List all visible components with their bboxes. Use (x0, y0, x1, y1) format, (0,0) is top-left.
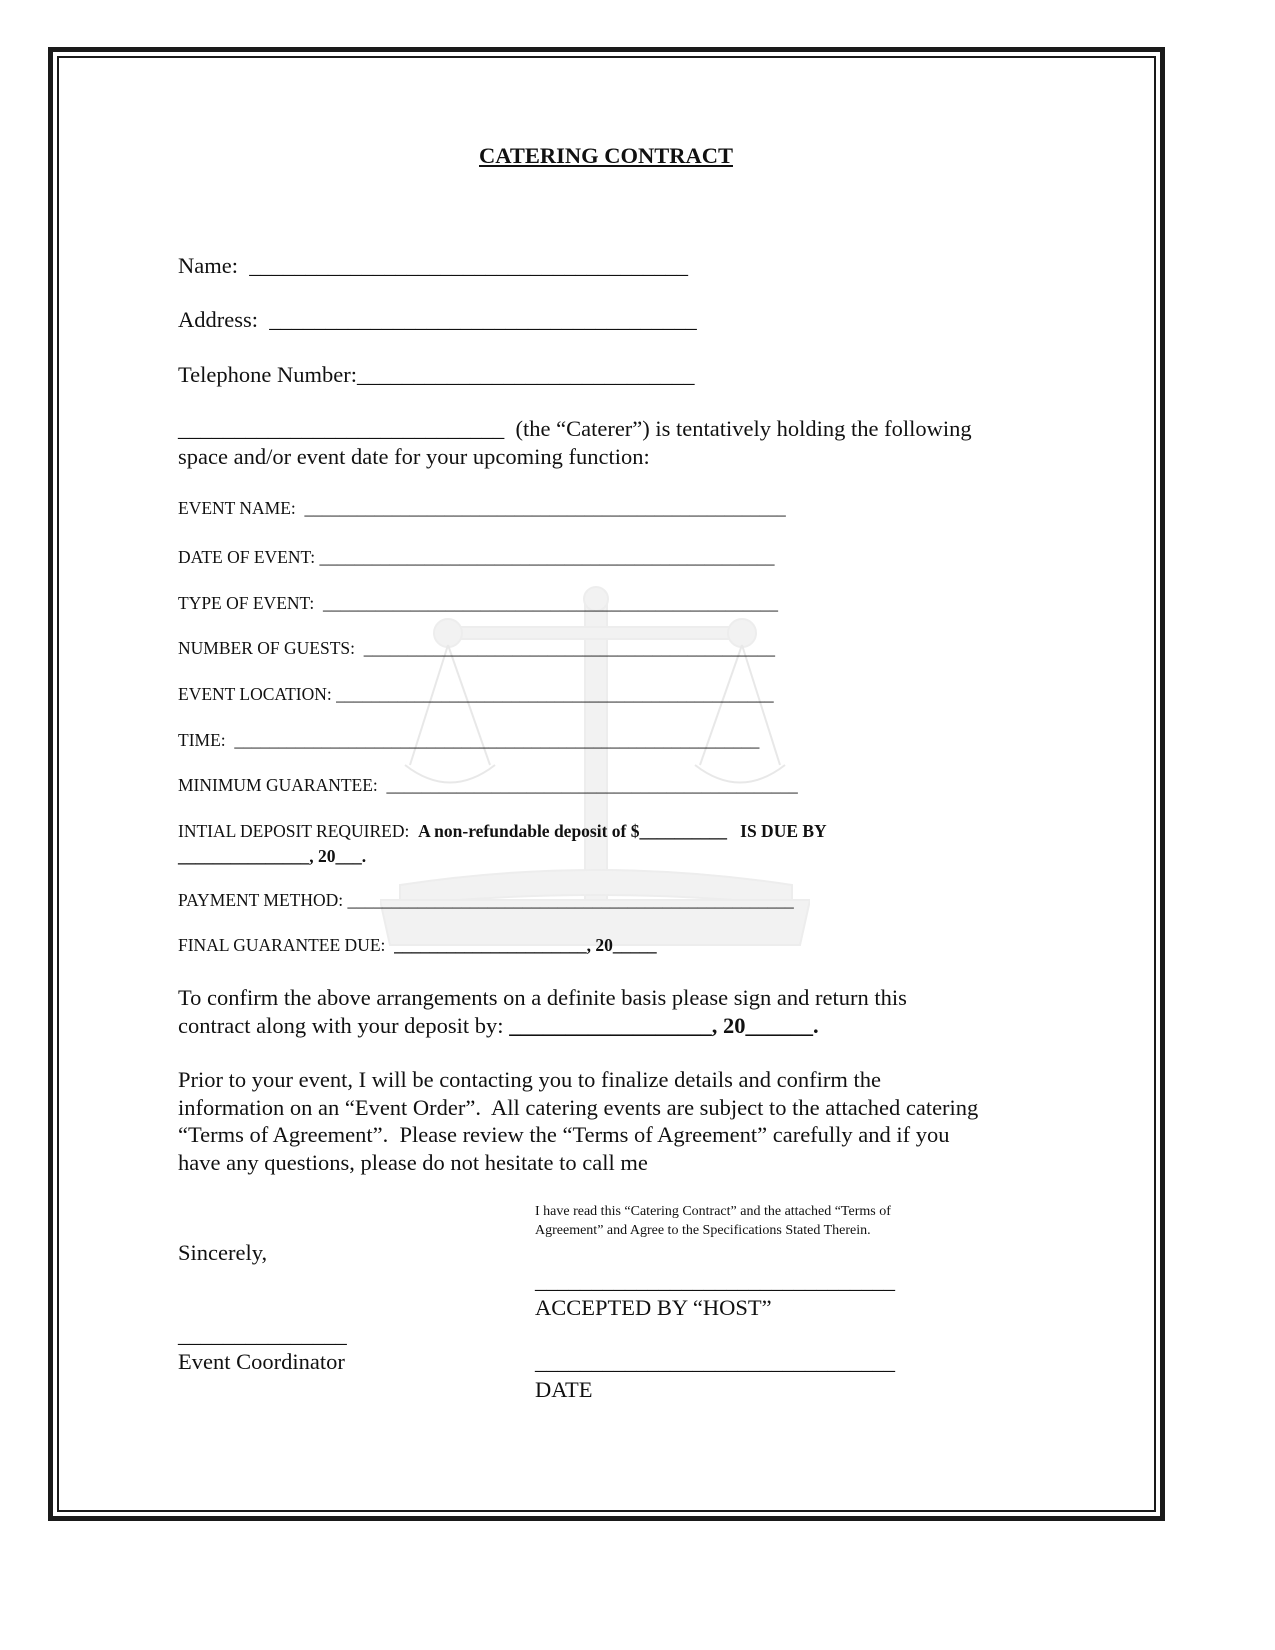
deposit-due-date-field[interactable]: _______________, 20___. (178, 846, 367, 866)
document-title: CATERING CONTRACT (479, 143, 733, 168)
final-guarantee-value: ______________________, 20_____ (394, 935, 657, 955)
telephone-field[interactable]: Telephone Number:______________________________ (178, 362, 695, 387)
final-guarantee-label: FINAL GUARANTEE DUE: (178, 935, 395, 955)
address-field[interactable]: Address: ______________________________________ (178, 307, 697, 332)
confirm-line2[interactable] (178, 1013, 819, 1039)
sincerely-text: Sincerely, (178, 1240, 268, 1265)
deposit-label: INTIAL DEPOSIT REQUIRED: (178, 821, 419, 841)
date-of-event-field[interactable]: DATE OF EVENT: ____________________________________________________ (178, 547, 775, 567)
event-name-field[interactable]: EVENT NAME: _______________________________________________________ (178, 498, 786, 518)
confirm-deposit-date: __________________, 20______. (509, 1013, 819, 1038)
deposit-field[interactable] (178, 821, 827, 842)
event-location-field[interactable]: EVENT LOCATION: __________________________________________________ (178, 684, 774, 704)
type-of-event-field[interactable]: TYPE OF EVENT: ____________________________________________________ (178, 593, 778, 613)
date-signature-line[interactable]: ________________________________ (535, 1349, 895, 1374)
caterer-intro-line1: _____________________________ (the “Caterer”) is tentatively holding the following (178, 416, 972, 441)
prior-line3: “Terms of Agreement”. Please review the “Terms of Agreement” carefully and if you (178, 1122, 950, 1147)
confirm-prefix: contract along with your deposit by: (178, 1013, 510, 1038)
coordinator-signature-line[interactable]: _______________ (178, 1322, 347, 1347)
date-label: DATE (535, 1377, 593, 1402)
agreement-line2: Agreement” and Agree to the Specifications Stated Therein. (535, 1223, 871, 1238)
deposit-text: A non-refundable deposit of $__________ IS DUE BY (418, 821, 827, 841)
final-guarantee-field[interactable] (178, 935, 657, 956)
minimum-guarantee-field[interactable]: MINIMUM GUARANTEE: _______________________________________________ (178, 775, 798, 795)
name-field[interactable]: Name: _______________________________________ (178, 253, 688, 278)
confirm-line1: To confirm the above arrangements on a definite basis please sign and return this (178, 985, 907, 1010)
host-signature-label: ACCEPTED BY “HOST” (535, 1295, 772, 1320)
number-of-guests-field[interactable]: NUMBER OF GUESTS: _______________________________________________ (178, 638, 775, 658)
host-signature-line[interactable]: ________________________________ (535, 1268, 895, 1293)
prior-line1: Prior to your event, I will be contacting you to finalize details and confirm the (178, 1067, 881, 1092)
coordinator-label: Event Coordinator (178, 1349, 345, 1374)
prior-line4: have any questions, please do not hesitate to call me (178, 1150, 648, 1175)
time-field[interactable]: TIME: ____________________________________________________________ (178, 730, 760, 750)
prior-line2: information on an “Event Order”. All catering events are subject to the attached catering (178, 1095, 979, 1120)
payment-method-field[interactable]: PAYMENT METHOD: ___________________________________________________ (178, 890, 794, 910)
agreement-line1: I have read this “Catering Contract” and the attached “Terms of (535, 1204, 891, 1219)
caterer-intro-line2: space and/or event date for your upcoming function: (178, 444, 650, 469)
